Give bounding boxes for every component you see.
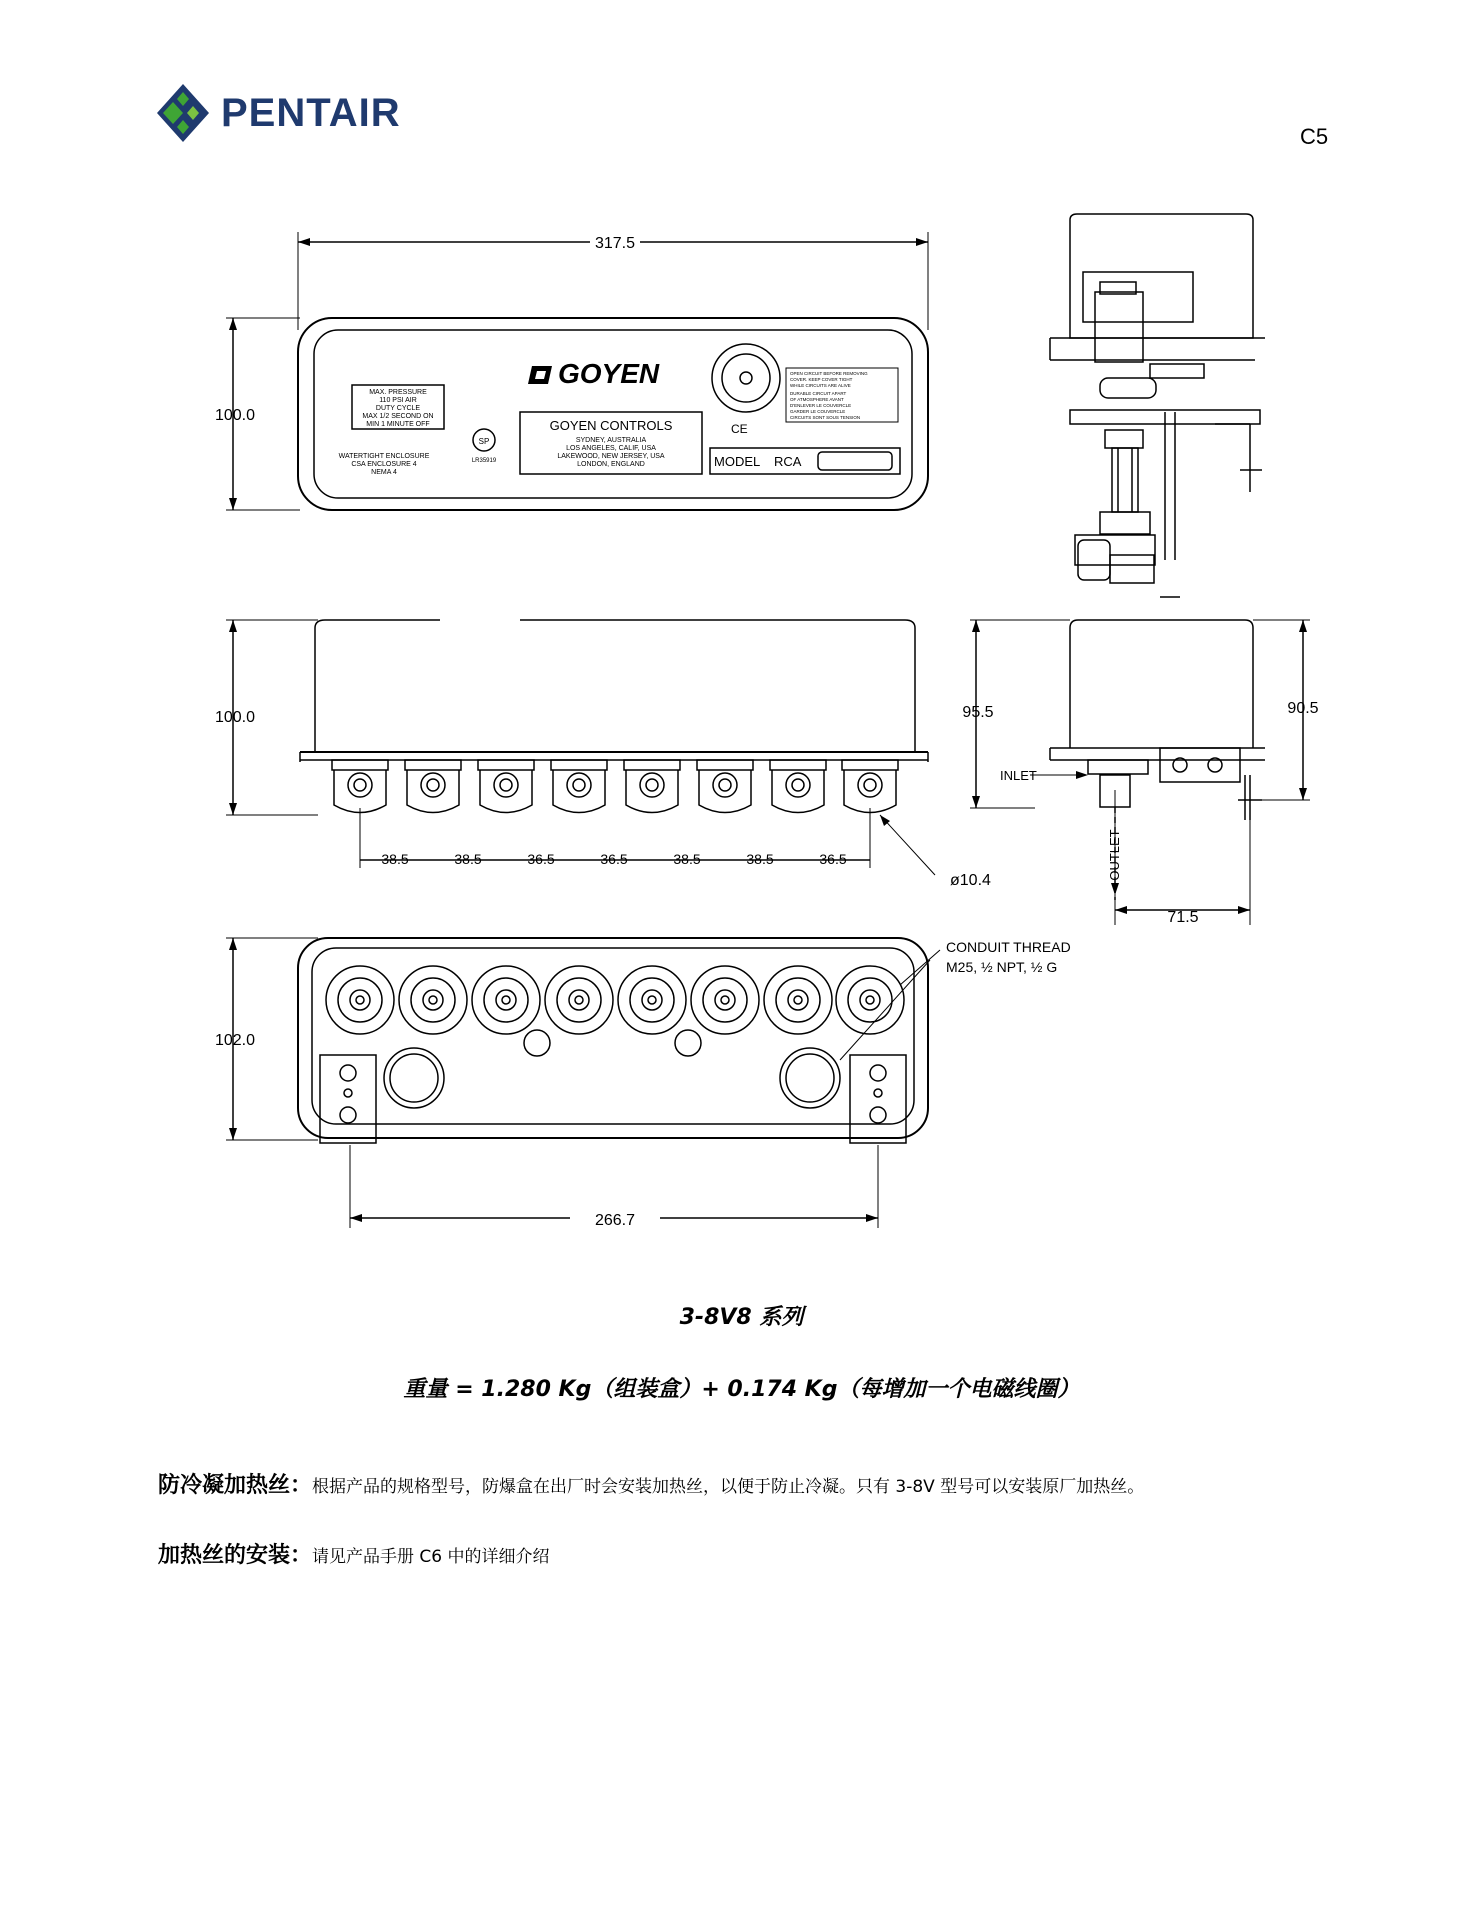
bottom-connector: [691, 966, 759, 1034]
warning-line-7: GARDER LE COUVERCLE: [790, 409, 846, 414]
enclosure-line-2: CSA ENCLOSURE 4: [351, 461, 417, 468]
front-connector: [551, 760, 607, 813]
dim-spacing-6: 38.5: [746, 851, 774, 867]
dim-spacing-3: 36.5: [527, 851, 555, 867]
dim-side-height-left: 95.5: [962, 704, 994, 721]
front-connector: [842, 760, 898, 813]
dim-spacing-2: 38.5: [454, 851, 482, 867]
plate-location-2: LOS ANGELES, CALIF, USA: [566, 445, 656, 452]
dim-width-top: 317.5: [594, 235, 636, 252]
pressure-line-2: 110 PSI AIR: [379, 397, 417, 404]
enclosure-line-1: WATERTIGHT ENCLOSURE: [338, 453, 430, 460]
warning-line-4: DURABLE CIRCUIT APART: [790, 391, 847, 396]
dim-spacing-1: 38.5: [381, 851, 409, 867]
dim-mount-width: 266.7: [594, 1212, 636, 1229]
bottom-connector: [399, 966, 467, 1034]
dim-height-bottom: 102.0: [214, 1032, 256, 1049]
enclosure-line-3: NEMA 4: [371, 469, 397, 476]
plate-brand: GOYEN: [558, 358, 660, 389]
bottom-connector: [618, 966, 686, 1034]
outlet-label: OUTLET: [1107, 829, 1122, 881]
plate-company: GOYEN CONTROLS: [549, 418, 673, 433]
dim-side-depth: 71.5: [1167, 909, 1199, 926]
front-connector: [770, 760, 826, 813]
paragraph-install: [158, 1538, 550, 1569]
plate-model-label: MODEL: [714, 454, 761, 469]
weight-caption: 重量 = 1.280 Kg（组装盒）+ 0.174 Kg（每增加一个电磁线圈）: [403, 1377, 1080, 1402]
csa-mark: SP: [478, 437, 490, 446]
warning-line-6: D'ENLEVER LE COUVERCLE: [790, 403, 852, 408]
inlet-label: INLET: [1000, 768, 1037, 783]
plate-location-1: SYDNEY, AUSTRALIA: [575, 437, 647, 444]
dim-spacing-4: 36.5: [600, 851, 628, 867]
warning-line-1: OPEN CIRCUIT BEFORE REMOVING: [790, 371, 868, 376]
dim-hole-dia: ø10.4: [950, 872, 991, 889]
dim-height-top: 100.0: [214, 407, 256, 424]
brand-name: PENTAIR: [221, 90, 401, 135]
warning-line-2: COVER. KEEP COVER TIGHT: [790, 377, 853, 382]
front-connector: [405, 760, 461, 813]
paragraph-install-text: 请见产品手册 C6 中的详细介绍: [312, 1547, 550, 1567]
dim-spacing-5: 38.5: [673, 851, 701, 867]
conduit-label-1: CONDUIT THREAD: [946, 939, 1071, 955]
front-connector: [332, 760, 388, 813]
plate-model-value: RCA: [774, 454, 802, 469]
bottom-connector: [545, 966, 613, 1034]
csa-sub: LR35919: [471, 458, 497, 464]
pressure-line-3: DUTY CYCLE: [375, 405, 421, 412]
series-caption: 3-8V8 系列: [679, 1305, 804, 1330]
bottom-connector: [472, 966, 540, 1034]
dim-spacing-7: 36.5: [819, 851, 847, 867]
plate-location-3: LAKEWOOD, NEW JERSEY, USA: [557, 453, 665, 460]
front-connector: [624, 760, 680, 813]
dim-height-front: 100.0: [214, 709, 256, 726]
bottom-connector: [326, 966, 394, 1034]
paragraph-heater-text: 根据产品的规格型号，防爆盒在出厂时会安装加热丝，以便于防止冷凝。只有 3-8V 型号可以安装原厂加热丝。: [312, 1477, 1145, 1497]
front-connector: [478, 760, 534, 813]
pressure-line-1: MAX. PRESSURE: [369, 389, 427, 396]
front-connector: [697, 760, 753, 813]
conduit-label-2: M25, ½ NPT, ½ G: [946, 959, 1058, 975]
bottom-connector: [764, 966, 832, 1034]
pressure-line-5: MIN 1 MINUTE OFF: [366, 421, 430, 428]
page-number: C5: [1300, 124, 1329, 149]
paragraph-install-title: 加热丝的安装：: [158, 1542, 313, 1568]
warning-line-5: OF ATMOSPHERE AVANT: [790, 397, 844, 402]
warning-line-8: CIRCUITS SONT SOUS TENSION: [790, 415, 861, 420]
paragraph-heater-title: 防冷凝加热丝：: [158, 1472, 313, 1498]
warning-line-3: WHILE CIRCUITS ARE ALIVE: [790, 383, 851, 388]
dim-side-height-right: 90.5: [1287, 700, 1319, 717]
pressure-line-4: MAX 1/2 SECOND ON: [362, 413, 434, 420]
plate-location-4: LONDON, ENGLAND: [577, 461, 645, 468]
ce-mark: CE: [731, 422, 748, 436]
paragraph-heater: [158, 1468, 1144, 1499]
